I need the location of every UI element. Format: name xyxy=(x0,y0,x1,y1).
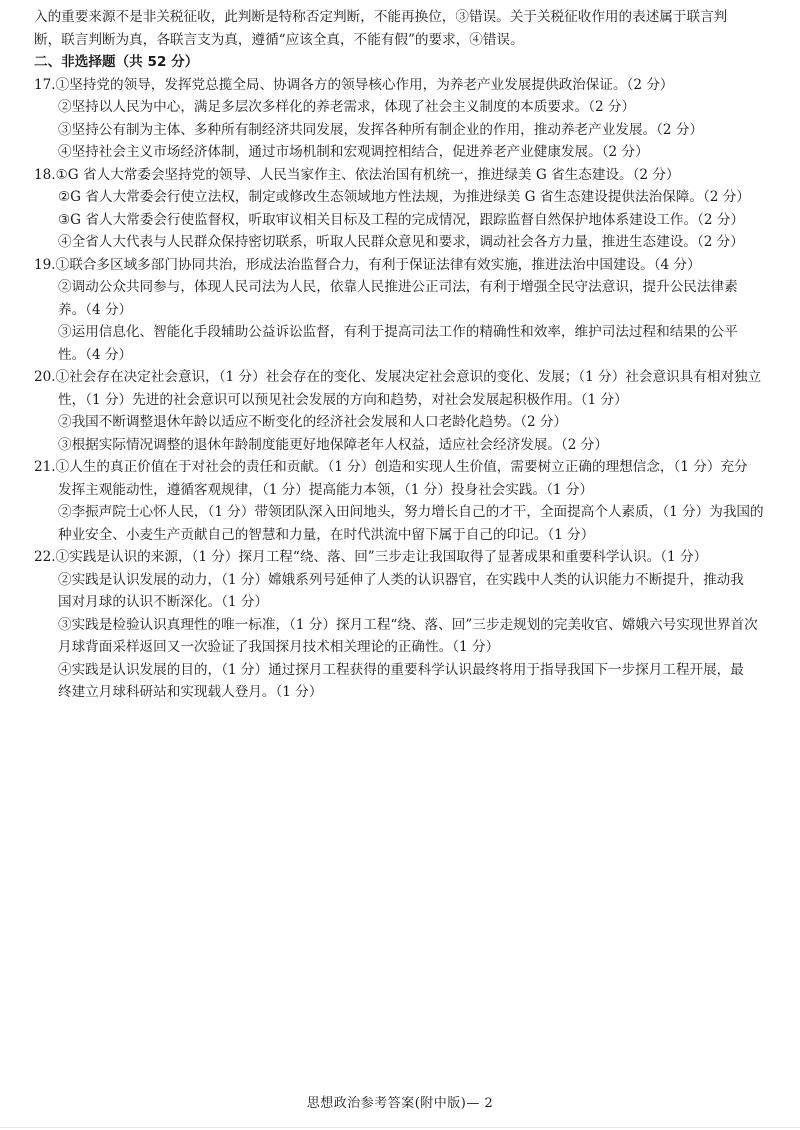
intro-line: 入的重要来源不是非关税征收，此判断是特称否定判断，不能再换位，③错误。关于关税征收作用的表述属于联言判 xyxy=(34,9,728,25)
answer-line: 17.①坚持党的领导，发挥党总揽全局、协调各方的领导核心作用，为养老产业发展提供政治保证。（2 分） xyxy=(34,76,674,93)
answer-line: 性，（1 分）先进的社会意识可以预见社会发展的方向和趋势，对社会发展起积极作用。（1 分） xyxy=(58,391,628,408)
answer-line: ②李振声院士心怀人民，（1 分）带领团队深入田间地头，努力增长自己的才干，全面提高个人素质，（1 分）为我国的 xyxy=(58,504,764,520)
answer-line: 养。（4 分） xyxy=(58,301,133,318)
answer-line: ③运用信息化、智能化手段辅助公益诉讼监督，有利于提高司法工作的精确性和效率，维护司法过程和结果的公平 xyxy=(58,324,738,340)
answer-page xyxy=(34,6,778,704)
answer-line: 发挥主观能动性，遵循客观规律，（1 分）提高能力本领，（1 分）投身社会实践。（1 分） xyxy=(58,481,594,498)
answer-line: ④坚持社会主义市场经济体制，通过市场机制和宏观调控相结合，促进养老产业健康发展。（2 分） xyxy=(58,144,649,160)
answer-line: ④实践是认识发展的目的，（1 分）通过探月工程获得的重要科学认识最终将用于指导我国下一步探月工程开展，最 xyxy=(58,661,744,678)
answer-line: ③坚持公有制为主体、多种所有制经济共同发展，发挥各种所有制企业的作用，推动养老产业发展。（2 分） xyxy=(58,121,704,138)
answer-line: ③实践是检验认识真理性的唯一标准，（1 分）探月工程“绕、落、回”三步走规划的完美收官、嫦娥六号实现世界首次 xyxy=(58,616,758,633)
answer-line: ②坚持以人民为中心，满足多层次多样化的养老需求，体现了社会主义制度的本质要求。（2 分） xyxy=(58,99,636,115)
answer-line: ③G 省人大常委会行使监督权，听取审议相关目标及工程的完成情况，跟踪监督自然保护地体系建设工作。（2 分） xyxy=(58,211,745,228)
answer-line: 种业安全、小麦生产贡献自己的智慧和力量，在时代洪流中留下属于自己的印记。（1 分） xyxy=(58,526,595,543)
answer-line: 终建立月球科研站和实现载人登月。（1 分） xyxy=(58,684,323,700)
answer-line: ③根据实际情况调整的退休年龄制度能更好地保障老年人权益，适应社会经济发展。（2 分） xyxy=(58,436,608,453)
divider xyxy=(0,1127,800,1128)
answer-line: 21.①人生的真正价值在于对社会的责任和贡献。（1 分）创造和实现人生价值，需要树立正确的理想信念，（1 分）充分 xyxy=(34,459,748,475)
answer-line: 19.①联合多区域多部门协同共治，形成法治监督合力，有利于保证法律有效实施，推进法治中国建设。（4 分） xyxy=(34,256,701,273)
answer-line: 国对月球的认识不断深化。（1 分） xyxy=(58,594,269,610)
intro-line: 断，联言判断为真，各联言支为真，遵循“应该全真，不能有假”的要求，④错误。 xyxy=(34,31,524,48)
answer-line: ②G 省人大常委会行使立法权，制定或修改生态领域地方性法规，为推进绿美 G 省生态建设提供法治保障。（2 分） xyxy=(58,189,750,205)
answer-line: ④全省人大代表与人民群众保持密切联系，听取人民群众意见和要求，调动社会各方力量，推进生态建设。（2 分） xyxy=(58,234,744,250)
answer-line: 20.①社会存在决定社会意识，（1 分）社会存在的变化、发展决定社会意识的变化、发展；（1 分）社会意识具有相对独立 xyxy=(34,369,762,385)
answer-line: ②实践是认识发展的动力，（1 分）嫦娥系列号延伸了人类的认识器官，在实践中人类的认识能力不断提升，推动我 xyxy=(58,571,744,588)
answer-line: ②调动公众共同参与，体现人民司法为人民，依靠人民推进公正司法，有利于增强全民守法意识，提升公民法律素 xyxy=(58,279,738,295)
answer-line: 性。（4 分） xyxy=(58,346,133,363)
answer-line: 22.①实践是认识的来源，（1 分）探月工程“绕、落、回”三步走让我国取得了显著成果和重要科学认识。（1 分） xyxy=(34,549,708,565)
answer-line: ②我国不断调整退休年龄以适应不断变化的经济社会发展和人口老龄化趋势。（2 分） xyxy=(58,414,568,430)
answer-line: 月球背面采样返回又一次验证了我国探月技术相关理论的正确性。（1 分） xyxy=(58,639,500,655)
answer-line: 18.①G 省人大常委会坚持党的领导、人民当家作主、依法治国有机统一，推进绿美 G 省生态建设。（2 分） xyxy=(34,166,680,183)
section-title: 二、非选择题（共 52 分） xyxy=(34,54,199,70)
page-footer: 思想政治参考答案(附中版)— 2 xyxy=(306,1096,494,1111)
